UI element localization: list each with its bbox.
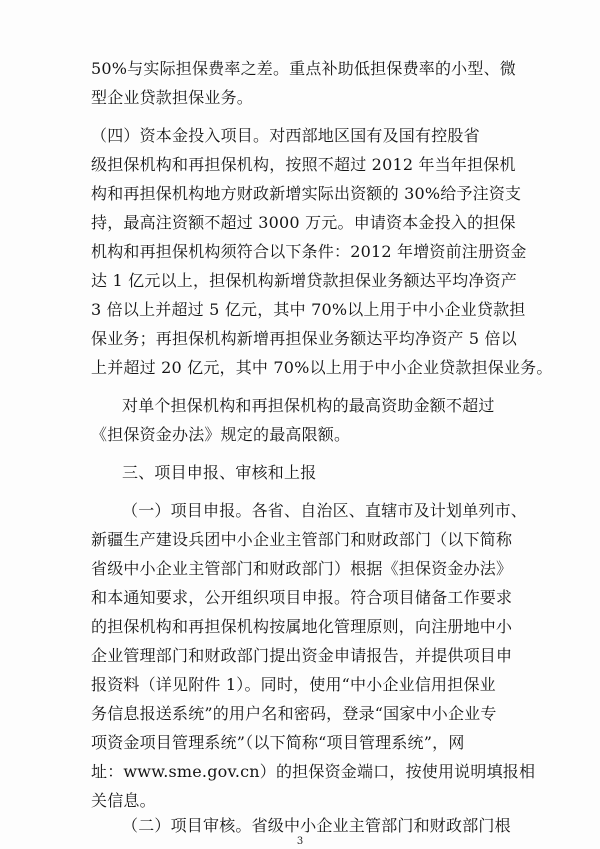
text-line: 保业务；再担保机构新增再担保业务额达平均净资产 5 倍以 [91,329,517,348]
text-line: 《担保资金办法》规定的最高限额。 [91,425,351,444]
text-line: 省级中小企业主管部门和财政部门）根据《担保资金办法》 [91,559,513,578]
text-line: 机构和再担保机构须符合以下条件：2012 年增资前注册资金 [91,242,527,261]
text-line: 报资料（详见附件 1）。同时，使用“中小企业信用担保业 [91,675,496,694]
text-line: 务信息报送系统”的用户名和密码，登录“国家中小企业专 [91,704,497,723]
page-number: 3 [296,836,304,847]
text-line: 项资金项目管理系统”（以下简称“项目管理系统”，网 [91,733,465,752]
text-line: 址：www.sme.gov.cn）的担保资金端口，按使用说明填报相 [91,762,536,781]
text-line: 企业管理部门和财政部门提出资金申请报告，并提供项目申 [91,646,513,665]
text-line: 型企业贷款担保业务。 [91,88,254,107]
text-line: 50%与实际担保费率之差。重点补助低担保费率的小型、微 [91,59,516,78]
text-line: 新疆生产建设兵团中小企业主管部门和财政部门（以下简称 [91,530,513,549]
text-line: 对单个担保机构和再担保机构的最高资助金额不超过 [122,396,495,415]
text-line: 3 倍以上并超过 5 亿元，其中 70%以上用于中小企业贷款担 [91,300,526,319]
text-line: 持，最高注资额不超过 3000 万元。申请资本金投入的担保 [91,213,516,232]
text-line: 的担保机构和再担保机构按属地化管理原则，向注册地中小 [91,617,513,636]
section-heading: 三、项目申报、审核和上报 [122,463,317,482]
text-line: 关信息。 [91,791,156,810]
text-line: （一）项目申报。各省、自治区、直辖市及计划单列市、 [122,501,528,520]
text-line: 达 1 亿元以上，担保机构新增贷款担保业务额达平均净资产 [91,271,517,290]
text-line: 上并超过 20 亿元，其中 70%以上用于中小企业贷款担保业务。 [91,358,553,377]
text-line: 级担保机构和再担保机构，按照不超过 2012 年当年担保机 [91,155,516,174]
text-line: 构和再担保机构地方财政新增实际出资额的 30%给予注资支 [91,184,522,203]
text-line: （四）资本金投入项目。对西部地区国有及国有控股省 [91,126,480,145]
text-line: 和本通知要求，公开组织项目申报。符合项目储备工作要求 [91,588,513,607]
text-line: （二）项目审核。省级中小企业主管部门和财政部门根 [122,816,511,835]
